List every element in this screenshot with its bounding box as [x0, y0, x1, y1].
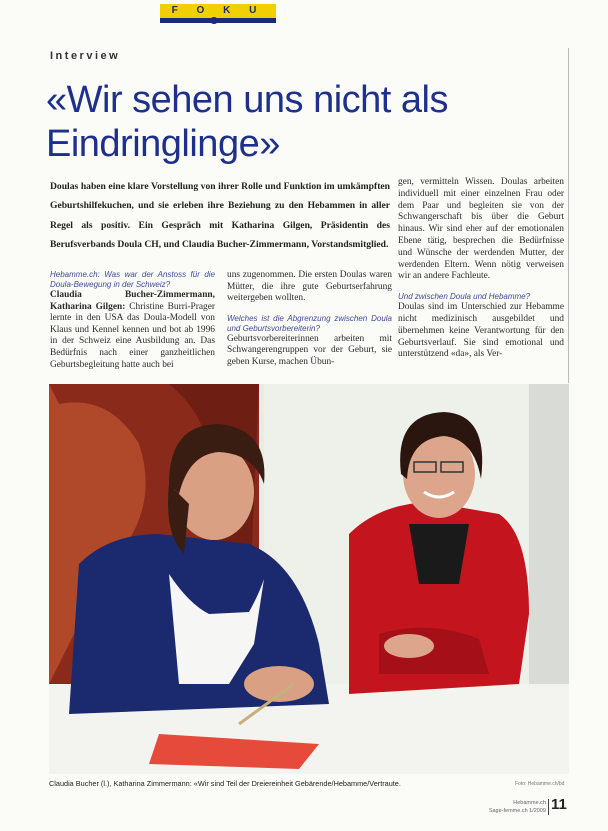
section-label: F O K U S	[171, 5, 265, 27]
text-column-1	[50, 270, 215, 371]
interview-question: Hebamme.ch: Was war der Anstoss für die Doula-Bewegung in der Schweiz?	[50, 270, 215, 289]
page-number: 11	[551, 796, 567, 813]
answer-text: Geburtsvorbereiterinnen arbeiten mit Schwangerengruppen vor der Geburt, sie geben Kurse, machen Übun-	[227, 333, 392, 367]
answer-paragraph	[50, 290, 215, 371]
interview-question: Und zwischen Doula und Hebamme?	[398, 292, 531, 302]
photo-credit: Foto: Hebamme.ch/bd	[515, 781, 565, 787]
answer-speakers: Claudia Bucher-Zimmermann, Katharina Gilgen:	[50, 290, 215, 312]
column-rule	[568, 48, 569, 383]
page-number-divider	[548, 799, 549, 815]
footer-line-1: Hebamme.ch	[513, 800, 546, 806]
headline: «Wir sehen uns nicht als Eindringlinge»	[46, 79, 448, 165]
text-column-2	[227, 270, 392, 369]
text-column-3	[398, 177, 564, 361]
footer-publication	[440, 799, 546, 815]
photo-illustration	[49, 384, 569, 774]
interview-photo	[49, 384, 569, 774]
lead-paragraph: Doulas haben eine klare Vorstellung von ihrer Rolle und Funktion im umkämpften Geburtshilfekuchen, und sie erleben ihre Beziehung zu den Hebammen in aller Regel als positiv. Ein Gespräch mit Katharina Gilgen, Präsidentin des Berufsverbands Doula CH, und Claudia Bucher-Zimmermann, Vorstandsmitglied.	[50, 181, 390, 250]
continued-text: gen, vermitteln Wissen. Doulas arbeiten individuell mit einer einzelnen Frau oder dem Paar und begleiten sie von der Schwangerschaft bis über die Geburt hinaus. Wir sind eher auf der emotionalen Ebene tätig, besprechen die Bedürfnisse und Wünsche der werdenden Mutter, der werdenden Eltern. Wenn nötig verweisen wir an andere Fachleute.	[398, 177, 564, 282]
interview-question: Welches ist die Abgrenzung zwischen Doula und Geburtsvorbereiterin?	[227, 313, 392, 333]
footer-line-2: Sage-femme.ch 1/2009	[488, 808, 546, 814]
continued-text: uns zugenommen. Die ersten Doulas waren Mütter, die ihre gute Geburtserfahrung weitergeben wollten.	[227, 270, 392, 304]
rubric-label: Interview	[50, 50, 121, 62]
answer-text: Christine Burri-Prager lernte in den USA das Doula-Modell von Klaus und Kennel kennen und bot ab 1996 in der Schweiz eine Ausbildung an. Das Bedürfnis nach einer ganzheitlichen Geburtsbegleitung hatte auch bei	[50, 301, 216, 370]
section-band	[160, 4, 276, 27]
photo-caption: Claudia Bucher (l.), Katharina Zimmermann: «Wir sind Teil der Dreiereinheit Gebärende/Hebamme/Vertraute.	[49, 779, 401, 788]
answer-text: Doulas sind im Unterschied zur Hebamme nicht medizinisch ausgebildet und übernehmen keine Verantwortung für den Geburtsverlauf. Sie sind emotional und unterstützend «da», als Ver-	[398, 302, 564, 360]
